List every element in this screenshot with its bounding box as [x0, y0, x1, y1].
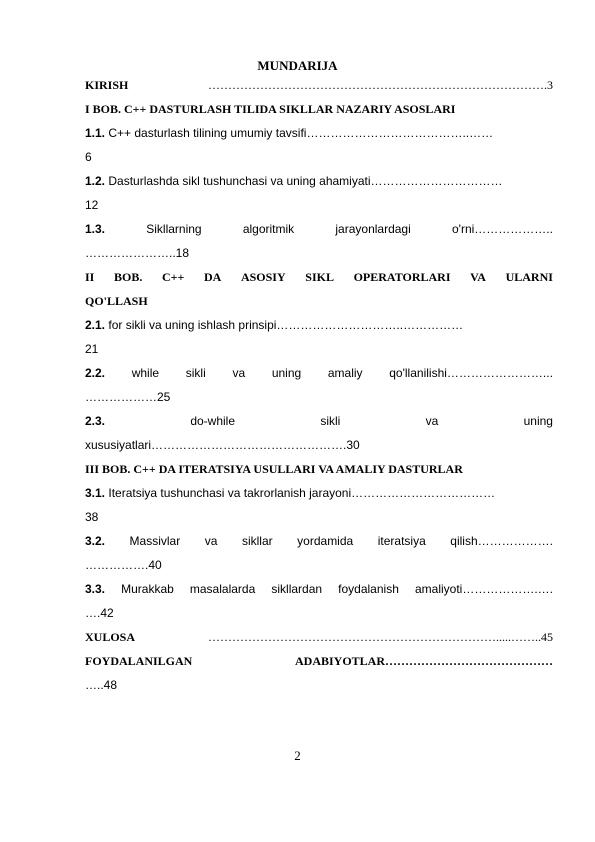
section-word: Massivlar: [129, 534, 181, 548]
toc-entry-xulosa[interactable]: [85, 630, 553, 644]
toc-chapter-2-cont: QO'LLASH: [85, 294, 148, 308]
section-number: 1.1.: [85, 126, 106, 140]
toc-entry-2-1-page: 21: [85, 342, 99, 356]
section-text: Iteratsiya tushunchasi va takrorlanish jarayoni………………………………: [108, 486, 496, 500]
section-number: 3.1.: [85, 486, 106, 500]
toc-label: XULOSA: [85, 630, 136, 644]
toc-chapter-1[interactable]: I BOB. C++ DASTURLASH TILIDA SIKLLAR NAZARIY ASOSLARI: [85, 102, 456, 116]
section-word: masalalarda: [189, 582, 256, 596]
chapter-word: II: [85, 270, 95, 284]
toc-entry-3-2[interactable]: [85, 534, 553, 548]
toc-leader: ………………………………………………………………………….3: [208, 78, 553, 92]
toc-entry-2-1[interactable]: [85, 318, 553, 332]
toc-entry-3-2-page: …………….40: [85, 558, 162, 572]
section-number: 2.1.: [85, 318, 106, 332]
section-word: o'rni………………..: [452, 222, 553, 236]
section-word: do-while: [190, 414, 236, 428]
toc-chapter-2[interactable]: [85, 270, 553, 284]
toc-entry-1-1[interactable]: [85, 126, 553, 140]
toc-entry-kirish[interactable]: [85, 78, 553, 92]
section-word: sikli: [185, 366, 206, 380]
section-text: Dasturlashda sikl tushunchasi va uning ahamiyati……………………………: [108, 174, 503, 188]
section-word: Sikllarning: [146, 222, 202, 236]
toc-entry-3-1[interactable]: [85, 486, 553, 500]
section-number: 2.3.: [85, 414, 106, 428]
toc-entry-2-2[interactable]: [85, 366, 553, 380]
section-number: 3.2.: [85, 534, 106, 548]
toc-entry-1-3-page: …………………..18: [85, 246, 190, 260]
section-word: sikllardan: [271, 582, 323, 596]
toc-entry-adabiyotlar[interactable]: [85, 654, 553, 668]
toc-entry-1-2-page: 12: [85, 198, 99, 212]
section-word: foydalanish: [338, 582, 399, 596]
section-number: 2.2.: [85, 366, 106, 380]
toc-entry-2-3[interactable]: [85, 414, 553, 428]
section-number: 3.3.: [85, 582, 106, 596]
chapter-word: VA: [470, 270, 486, 284]
section-word: yordamida: [297, 534, 354, 548]
chapter-word: ULARNI: [505, 270, 553, 284]
toc-entry-1-1-page: 6: [85, 150, 92, 164]
section-word: va: [232, 366, 246, 380]
section-word: algoritmik: [242, 222, 295, 236]
section-word: Murakkab: [121, 582, 174, 596]
chapter-word: DA: [203, 270, 222, 284]
toc-entry-3-1-page: 38: [85, 510, 99, 524]
toc-label-rest: ADABIYOTLAR……………………………………: [294, 654, 553, 668]
section-word: qilish……………….: [450, 534, 553, 548]
toc-entry-1-2[interactable]: [85, 174, 553, 188]
section-word: while: [131, 366, 160, 380]
section-text: for sikli va uning ishlash prinsipi…………………………..……………: [108, 318, 464, 332]
toc-entry-3-3[interactable]: [85, 582, 553, 596]
section-word: sikli: [320, 414, 341, 428]
section-word: jarayonlardagi: [335, 222, 411, 236]
section-text: C++ dasturlash tilining umumiy tavsifi…………………………………..……: [108, 126, 494, 140]
section-word: amaliyoti……………….….: [414, 582, 553, 596]
toc-entry-2-3-page: xususiyatlari………………………………………….30: [85, 438, 360, 452]
chapter-word: ASOSIY: [240, 270, 286, 284]
toc-entry-2-2-page: ………………25: [85, 390, 171, 404]
section-word: iteratsiya: [377, 534, 426, 548]
toc-chapter-3[interactable]: III BOB. C++ DA ITERATSIYA USULLARI VA AMALIY DASTURLAR: [85, 462, 463, 476]
section-word: qo'llanilishi……………………...: [389, 366, 553, 380]
toc-label: FOYDALANILGAN: [85, 654, 193, 668]
toc-entry-3-3-page: ….42: [85, 606, 114, 620]
chapter-word: BOB.: [113, 270, 143, 284]
chapter-word: C++: [161, 270, 185, 284]
section-word: sikllar: [241, 534, 273, 548]
page-title: MUNDARIJA: [257, 58, 338, 73]
toc-leader: ……………………………………………………………….....……..45: [208, 630, 553, 644]
toc-entry-1-3[interactable]: [85, 222, 553, 236]
page-number: 2: [294, 748, 301, 763]
section-word: uning: [271, 366, 302, 380]
toc-entry-adabiyotlar-page: …..48: [85, 678, 118, 692]
chapter-word: OPERATORLARI: [353, 270, 451, 284]
section-number: 1.2.: [85, 174, 106, 188]
section-word: uning: [523, 414, 553, 428]
section-word: va: [204, 534, 218, 548]
toc-label: KIRISH: [85, 78, 129, 92]
chapter-word: SIKL: [305, 270, 334, 284]
section-word: va: [425, 414, 439, 428]
section-number: 1.3.: [85, 222, 106, 236]
section-word: amaliy: [327, 366, 363, 380]
